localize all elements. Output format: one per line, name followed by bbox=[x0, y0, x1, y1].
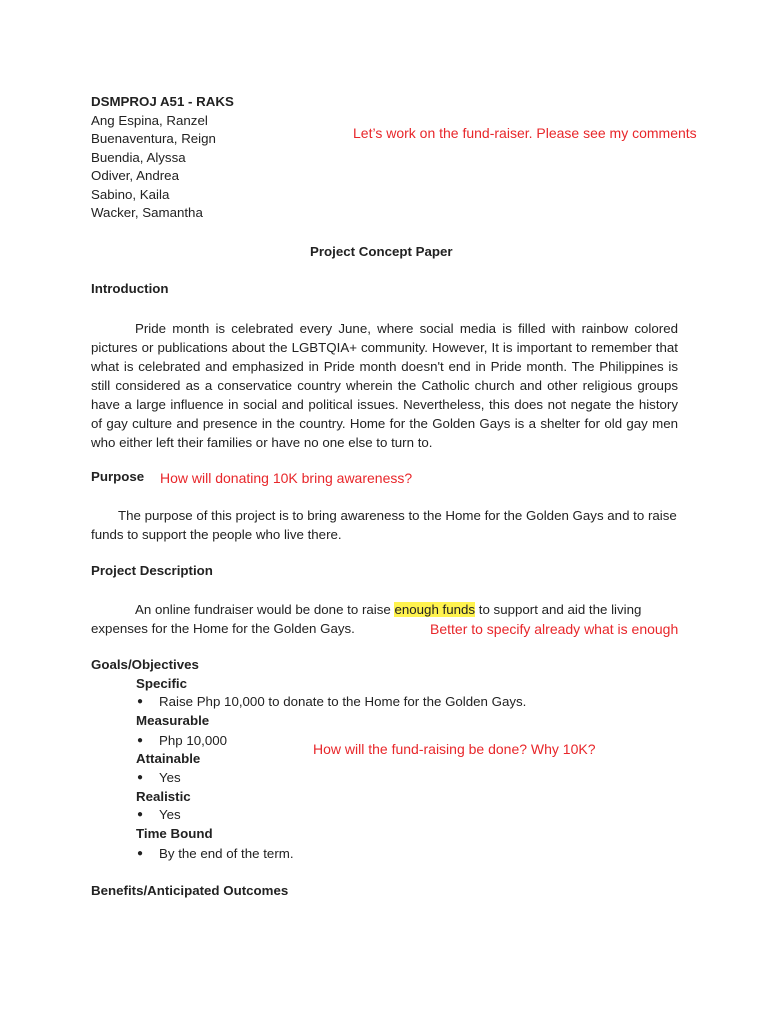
goal-attainable-label: Attainable bbox=[136, 751, 201, 766]
goal-measurable-item: ● Php 10,000 bbox=[159, 733, 227, 748]
member-name: Sabino, Kaila bbox=[91, 187, 170, 202]
comment-description: Better to specify already what is enough bbox=[430, 621, 679, 637]
member-name: Wacker, Samantha bbox=[91, 205, 203, 220]
purpose-heading: Purpose bbox=[91, 469, 145, 484]
goal-specific-label: Specific bbox=[136, 676, 187, 691]
benefits-heading: Benefits/Anticipated Outcomes bbox=[91, 883, 289, 898]
course-code: DSMPROJ A51 - RAKS bbox=[91, 94, 234, 109]
doc-title: Project Concept Paper bbox=[310, 244, 453, 259]
member-name: Buendia, Alyssa bbox=[91, 150, 186, 165]
goal-realistic-label: Realistic bbox=[136, 789, 191, 804]
goal-timebound-item: ● By the end of the term. bbox=[159, 846, 294, 861]
highlighted-text: enough funds bbox=[394, 602, 476, 617]
goal-attainable-item: ● Yes bbox=[159, 770, 181, 785]
intro-paragraph: Pride month is celebrated every June, where social media is filled with rainbow colored pictures or publications about the LGBTQIA+ community. However, It is important to remember that what is celebrated and emphasized in Pride month doesn't end in Pride month. The Philippines is still considered as a conservatice country wherein the Catholic church and other religious groups have a large influence in social and political issues. Nevertheless, this does not negate the history of gay culture and presence in the country. Home for the Golden Gays is a shelter for old gay men who either left their families or have no one else to turn to. bbox=[91, 321, 678, 450]
description-heading: Project Description bbox=[91, 563, 213, 578]
goal-realistic-item: ● Yes bbox=[159, 807, 181, 822]
description-text: An online fundraiser would be done to raise bbox=[135, 602, 395, 617]
goals-heading: Goals/Objectives bbox=[91, 657, 199, 672]
goal-measurable-label: Measurable bbox=[136, 713, 210, 728]
member-name: Buenaventura, Reign bbox=[91, 131, 216, 146]
member-name: Odiver, Andrea bbox=[91, 168, 179, 183]
purpose-paragraph: The purpose of this project is to bring awareness to the Home for the Golden Gays and to raise funds to support the people who live there. bbox=[91, 508, 677, 542]
member-name: Ang Espina, Ranzel bbox=[91, 113, 208, 128]
goal-timebound-label: Time Bound bbox=[136, 826, 213, 841]
description-text-end: to support and aid the living expenses for the Home for the Golden Gays. bbox=[91, 602, 642, 636]
comment-top: Let’s work on the fund-raiser. Please see my comments bbox=[353, 125, 697, 141]
goal-specific-item: ● Raise Php 10,000 to donate to the Home for the Golden Gays. bbox=[159, 694, 526, 709]
comment-goals: How will the fund-raising be done? Why 10K? bbox=[313, 741, 596, 757]
comment-purpose: How will donating 10K bring awareness? bbox=[160, 470, 413, 486]
intro-heading: Introduction bbox=[91, 281, 169, 296]
